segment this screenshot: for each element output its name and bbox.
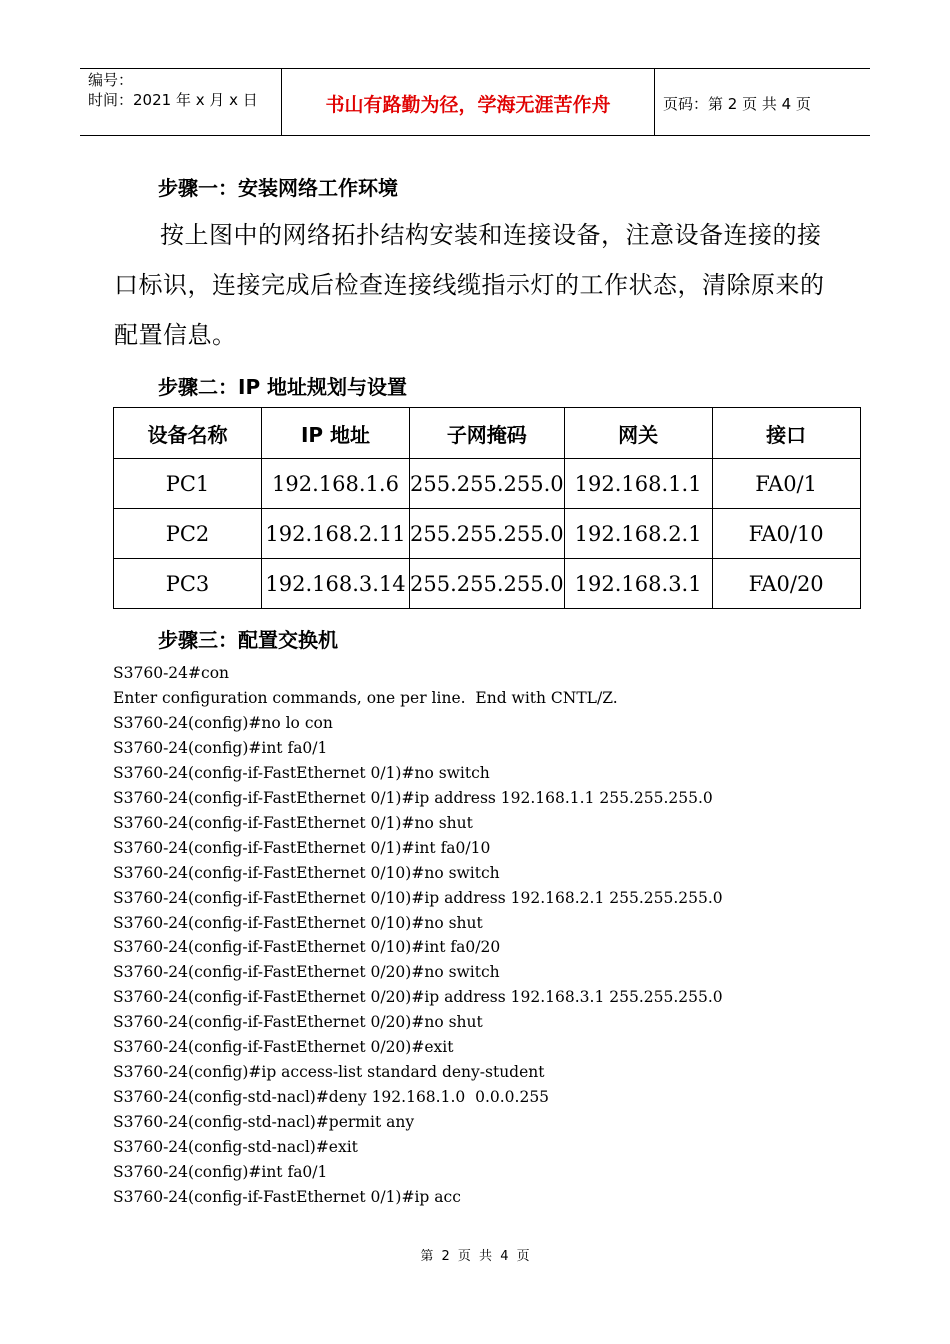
table-cell: 192.168.3.1 [564, 559, 712, 609]
table-cell: 255.255.255.0 [410, 459, 565, 509]
table-header-cell: 网关 [564, 408, 712, 459]
step3-heading: 步骤三：配置交换机 [158, 628, 338, 652]
table-cell: PC2 [114, 509, 262, 559]
step1-heading: 步骤一：安装网络工作环境 [158, 176, 398, 200]
config-line: S3760-24(config-if-FastEthernet 0/10)#int fa0/20 [113, 938, 501, 957]
table-cell: 192.168.2.11 [262, 509, 410, 559]
config-line: S3760-24(config-if-FastEthernet 0/1)#ip acc [113, 1188, 461, 1207]
table-cell: FA0/1 [712, 459, 860, 509]
table-header-cell: IP 地址 [262, 408, 410, 459]
table-cell: 192.168.1.1 [564, 459, 712, 509]
config-line: S3760-24(config-if-FastEthernet 0/20)#exit [113, 1038, 454, 1057]
config-line: S3760-24(config-if-FastEthernet 0/20)#no shut [113, 1013, 483, 1032]
config-line: Enter configuration commands, one per line. End with CNTL/Z. [113, 688, 618, 707]
table-cell: PC1 [114, 459, 262, 509]
config-line: S3760-24(config-if-FastEthernet 0/1)#no switch [113, 763, 490, 782]
config-line: S3760-24(config-if-FastEthernet 0/1)#ip address 192.168.1.1 255.255.255.0 [113, 788, 713, 807]
table-header-cell: 接口 [712, 408, 860, 459]
table-cell: FA0/20 [712, 559, 860, 609]
header-motto: 书山有路勤为径，学海无涯苦作舟 [325, 94, 611, 116]
config-line: S3760-24(config)#int fa0/1 [113, 738, 328, 757]
config-line: S3760-24(config-if-FastEthernet 0/10)#ip address 192.168.2.1 255.255.255.0 [113, 888, 723, 907]
header-meta [88, 70, 258, 110]
config-line: S3760-24(config-std-nacl)#permit any [113, 1113, 415, 1132]
table-row [114, 459, 861, 509]
switch-config-listing [113, 661, 723, 1210]
table-cell: 192.168.2.1 [564, 509, 712, 559]
config-line: S3760-24(config-std-nacl)#exit [113, 1138, 358, 1157]
step1-paragraph: 按上图中的网络拓扑结构安装和连接设备，注意设备连接的接口标识，连接完成后检查连接线缆指示灯的工作状态，清除原来的配置信息。 [114, 221, 825, 349]
table-header-row [114, 408, 861, 459]
header-bottom-rule [80, 135, 870, 136]
table-cell: 192.168.1.6 [262, 459, 410, 509]
config-line: S3760-24(config-if-FastEthernet 0/20)#no switch [113, 963, 500, 982]
table-header-cell: 设备名称 [114, 408, 262, 459]
config-line: S3760-24(config-std-nacl)#deny 192.168.1.0 0.0.0.255 [113, 1088, 550, 1107]
header-divider [654, 68, 655, 135]
table-cell: 255.255.255.0 [410, 509, 565, 559]
ip-plan-table [113, 407, 861, 609]
config-line: S3760-24(config-if-FastEthernet 0/1)#no shut [113, 813, 473, 832]
config-line: S3760-24(config-if-FastEthernet 0/1)#int fa0/10 [113, 838, 491, 857]
config-line: S3760-24(config-if-FastEthernet 0/10)#no switch [113, 863, 500, 882]
table-cell: PC3 [114, 559, 262, 609]
table-header-cell: 子网掩码 [410, 408, 565, 459]
table-cell: 192.168.3.14 [262, 559, 410, 609]
config-line: S3760-24#con [113, 664, 230, 682]
table-row [114, 509, 861, 559]
table-cell: FA0/10 [712, 509, 860, 559]
config-line: S3760-24(config)#int fa0/1 [113, 1163, 328, 1182]
header-top-rule [80, 68, 870, 69]
table-row [114, 559, 861, 609]
header-page-number: 页码：第 2 页 共 4 页 [663, 95, 811, 113]
step2-heading: 步骤二：IP 地址规划与设置 [158, 375, 408, 399]
config-line: S3760-24(config)#no lo con [113, 713, 333, 732]
config-line: S3760-24(config)#ip access-list standard deny-student [113, 1063, 545, 1082]
footer-page-number: 第 2 页 共 4 页 [420, 1249, 530, 1264]
header-number: 编号： [88, 71, 134, 89]
config-line: S3760-24(config-if-FastEthernet 0/20)#ip address 192.168.3.1 255.255.255.0 [113, 988, 723, 1007]
config-line: S3760-24(config-if-FastEthernet 0/10)#no shut [113, 913, 483, 932]
table-cell: 255.255.255.0 [410, 559, 565, 609]
header-time: 时间：2021 年 x 月 x 日 [88, 91, 258, 109]
